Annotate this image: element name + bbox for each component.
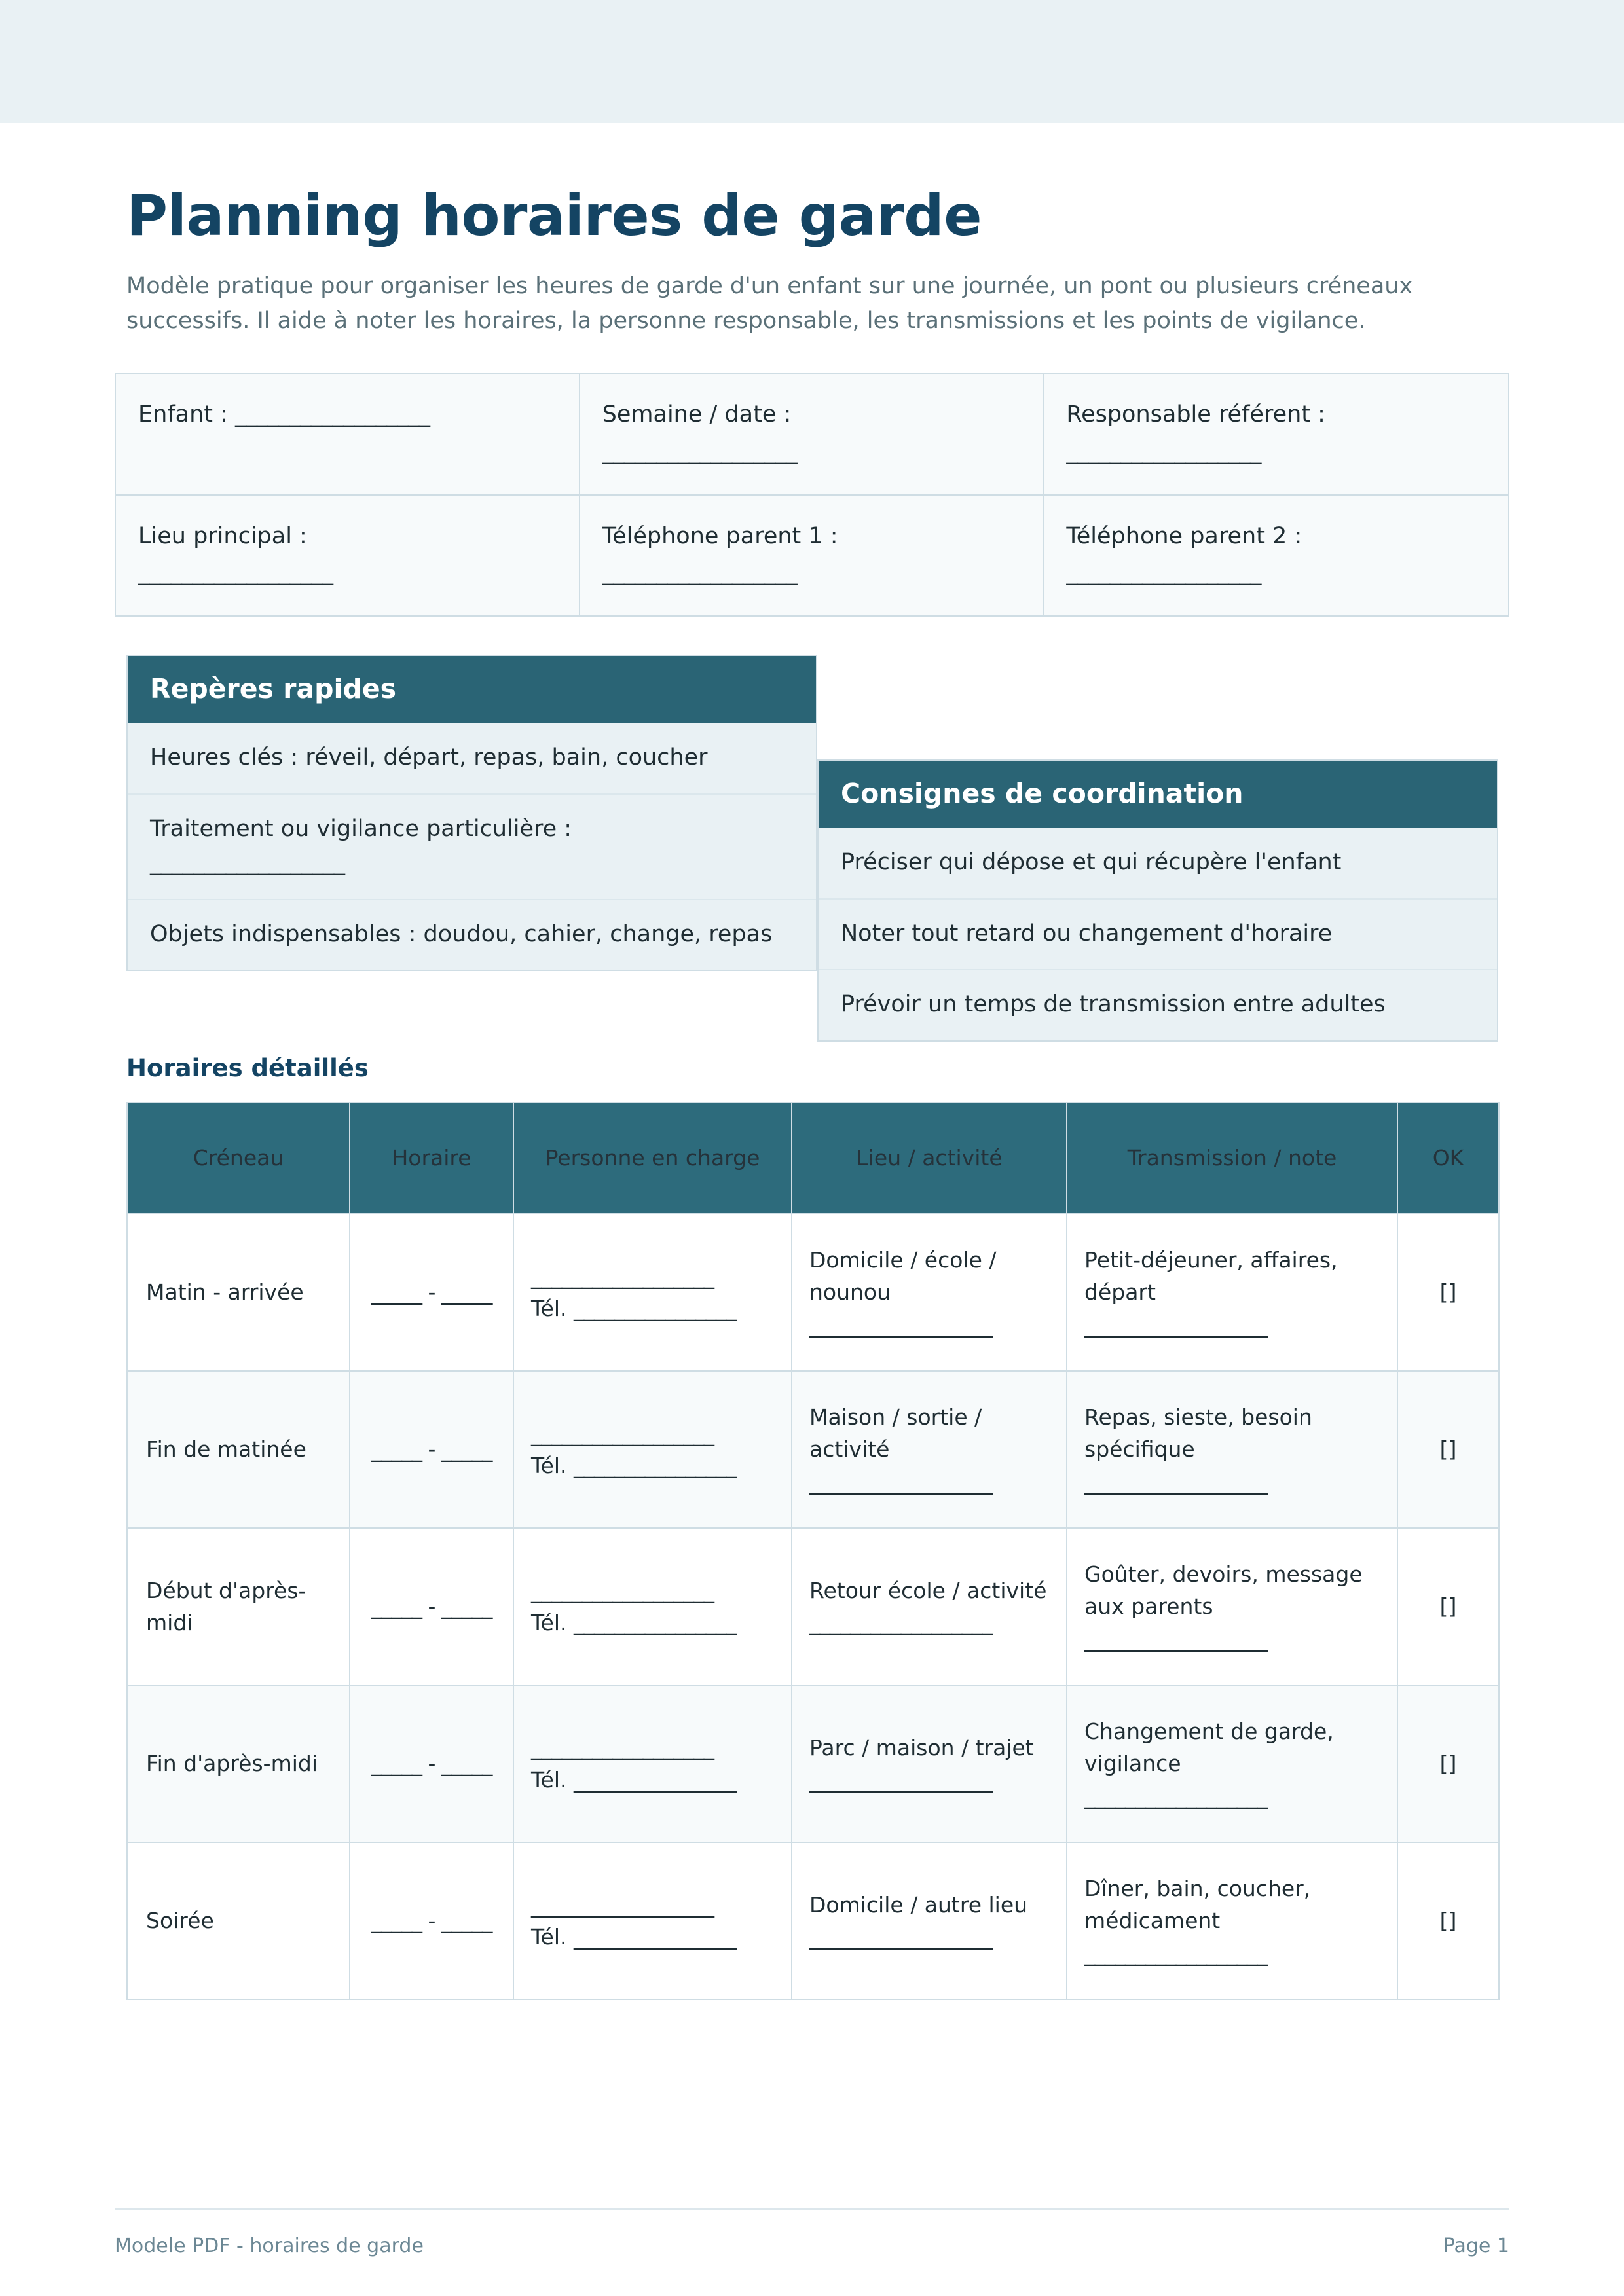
info-blank-line[interactable]: __________________ — [1066, 438, 1261, 465]
cell-transmission-note — [1067, 1371, 1397, 1528]
tel-label: Tél. — [531, 1767, 567, 1793]
lieu-text: Parc / maison / trajet — [809, 1734, 1034, 1760]
panel-consignes-coordination — [817, 759, 1498, 1042]
tel-label: Tél. — [531, 1924, 567, 1950]
page-footer — [0, 2208, 1624, 2257]
info-blank-line[interactable]: __________________ — [1066, 560, 1261, 587]
tel-label: Tél. — [531, 1453, 567, 1478]
transmission-text: Repas, sieste, besoin spécifique — [1084, 1404, 1312, 1463]
cell-transmission-note — [1067, 1528, 1397, 1685]
schedule-table-body — [127, 1214, 1499, 1999]
transmission-blank-line[interactable]: __________________ — [1084, 1783, 1267, 1809]
tel-label: Tél. — [531, 1610, 567, 1635]
lieu-blank-line[interactable]: __________________ — [809, 1468, 992, 1495]
transmission-text: Goûter, devoirs, message aux parents — [1084, 1561, 1363, 1620]
lieu-text: Domicile / école / nounou — [809, 1247, 997, 1305]
cell-lieu-activite — [792, 1371, 1067, 1528]
info-label: Téléphone parent 1 : — [602, 522, 838, 549]
lieu-text: Domicile / autre lieu — [809, 1891, 1028, 1918]
transmission-blank-line[interactable]: __________________ — [1084, 1311, 1267, 1338]
tel-blank-line[interactable]: ________________ — [574, 1767, 737, 1793]
footer-label-left: Modele PDF - horaires de garde — [115, 2234, 424, 2257]
panel-row — [128, 793, 816, 899]
cell-horaire[interactable]: _____ - _____ — [350, 1685, 513, 1842]
panel-row: Noter tout retard ou changement d'horaire — [819, 898, 1497, 970]
panel-body-reperes-rapides — [128, 723, 816, 970]
lieu-blank-line[interactable]: __________________ — [809, 1767, 992, 1793]
highlight-panels — [115, 655, 1509, 1048]
footer-page-number: Page 1 — [1443, 2234, 1509, 2257]
cell-creneau: Fin de matinée — [127, 1371, 350, 1528]
panel-row: Préciser qui dépose et qui récupère l'enfant — [841, 849, 1342, 876]
info-label: Semaine / date : — [602, 401, 792, 428]
cell-transmission-note — [1067, 1842, 1397, 1999]
cell-horaire[interactable]: _____ - _____ — [350, 1528, 513, 1685]
lieu-blank-line[interactable]: __________________ — [809, 1610, 992, 1635]
info-cell-lieu-principal — [116, 496, 580, 615]
cell-ok-checkbox[interactable]: [] — [1397, 1528, 1499, 1685]
table-header-row — [127, 1102, 1499, 1214]
table-row — [127, 1528, 1499, 1685]
column-header-ok: OK — [1397, 1102, 1499, 1214]
schedule-table — [126, 1102, 1500, 2000]
info-label: Responsable référent : — [1066, 401, 1325, 428]
footer-row — [115, 2210, 1509, 2257]
column-header-lieu-activite: Lieu / activité — [792, 1102, 1067, 1214]
cell-ok-checkbox[interactable]: [] — [1397, 1685, 1499, 1842]
transmission-blank-line[interactable]: __________________ — [1084, 1626, 1267, 1652]
info-blank-line[interactable]: __________________ — [138, 560, 333, 587]
page-content — [115, 123, 1509, 2000]
schedule-table-head — [127, 1102, 1499, 1214]
transmission-blank-line[interactable]: __________________ — [1084, 1468, 1267, 1495]
document-page — [0, 123, 1624, 2000]
page-title: Planning horaires de garde — [126, 183, 982, 249]
cell-horaire[interactable]: _____ - _____ — [350, 1371, 513, 1528]
tel-blank-line[interactable]: ________________ — [574, 1296, 737, 1321]
column-header-transmission-note: Transmission / note — [1067, 1102, 1397, 1214]
panel-title-reperes-rapides: Repères rapides — [128, 656, 816, 723]
cell-ok-checkbox[interactable]: [] — [1397, 1371, 1499, 1528]
cell-lieu-activite — [792, 1214, 1067, 1371]
lieu-text: Maison / sortie / activité — [809, 1404, 982, 1463]
cell-ok-checkbox[interactable]: [] — [1397, 1842, 1499, 1999]
page-intro-text: Modèle pratique pour organiser les heures de garde d'un enfant sur une journée, un pont ou plusieurs créneaux successifs. Il aide à noter les horaires, la personne responsable, les transmissions et les points de vigilance. — [126, 272, 1413, 335]
identity-info-grid — [115, 373, 1509, 617]
info-cell-telephone-parent-2 — [1044, 496, 1508, 615]
table-row — [127, 1371, 1499, 1528]
panel-row — [128, 723, 816, 793]
personne-blank-line[interactable]: __________________ — [531, 1263, 714, 1289]
column-header-horaire: Horaire — [350, 1102, 513, 1214]
panel-reperes-rapides — [126, 655, 817, 971]
lieu-blank-line[interactable]: __________________ — [809, 1924, 992, 1950]
info-cell-telephone-parent-1 — [580, 496, 1044, 615]
cell-transmission-note — [1067, 1214, 1397, 1371]
info-blank-line[interactable]: __________________ — [602, 438, 797, 465]
panel-row-text: Objets indispensables : doudou, cahier, change, repas — [150, 920, 773, 947]
tel-blank-line[interactable]: ________________ — [574, 1610, 737, 1635]
tel-blank-line[interactable]: ________________ — [574, 1453, 737, 1478]
panel-row: Prévoir un temps de transmission entre adultes — [819, 969, 1497, 1040]
panel-row-blank-line[interactable]: __________________ — [150, 850, 344, 877]
cell-personne-en-charge — [513, 1214, 792, 1371]
column-header-creneau: Créneau — [127, 1102, 350, 1214]
cell-creneau: Matin - arrivée — [127, 1214, 350, 1371]
info-blank-line[interactable]: __________________ — [235, 401, 430, 428]
panel-row-text: Heures clés : réveil, départ, repas, bain, coucher — [150, 744, 708, 771]
lieu-blank-line[interactable]: __________________ — [809, 1311, 992, 1338]
tel-blank-line[interactable]: ________________ — [574, 1924, 737, 1950]
lieu-text: Retour école / activité — [809, 1577, 1047, 1603]
cell-creneau: Soirée — [127, 1842, 350, 1999]
section-title-horaires-detailles: Horaires détaillés — [126, 1054, 369, 1082]
personne-blank-line[interactable]: __________________ — [531, 1734, 714, 1760]
cell-personne-en-charge — [513, 1842, 792, 1999]
info-label: Enfant : — [138, 401, 228, 428]
cell-personne-en-charge — [513, 1685, 792, 1842]
cell-lieu-activite — [792, 1528, 1067, 1685]
info-cell-enfant — [116, 374, 580, 495]
top-banner-strip — [0, 0, 1624, 123]
info-label: Téléphone parent 2 : — [1066, 522, 1302, 549]
table-row — [127, 1842, 1499, 1999]
transmission-text: Changement de garde, vigilance — [1084, 1718, 1334, 1777]
info-cell-responsable-referent — [1044, 374, 1508, 495]
cell-horaire[interactable]: _____ - _____ — [350, 1214, 513, 1371]
transmission-text: Dîner, bain, coucher, médicament — [1084, 1875, 1311, 1934]
column-header-personne-en-charge: Personne en charge — [513, 1102, 792, 1214]
panel-row-text: Traitement ou vigilance particulière : — [150, 815, 572, 842]
cell-transmission-note — [1067, 1685, 1397, 1842]
panel-body-consignes-coordination — [819, 828, 1497, 1040]
cell-creneau: Début d'après-midi — [127, 1528, 350, 1685]
cell-personne-en-charge — [513, 1528, 792, 1685]
cell-lieu-activite — [792, 1842, 1067, 1999]
table-row — [127, 1214, 1499, 1371]
info-blank-line[interactable]: __________________ — [602, 560, 797, 587]
personne-blank-line[interactable]: __________________ — [531, 1891, 714, 1918]
panel-title-consignes-coordination: Consignes de coordination — [819, 761, 1497, 828]
personne-blank-line[interactable]: __________________ — [531, 1577, 714, 1603]
cell-creneau: Fin d'après-midi — [127, 1685, 350, 1842]
table-row — [127, 1685, 1499, 1842]
tel-label: Tél. — [531, 1296, 567, 1321]
cell-personne-en-charge — [513, 1371, 792, 1528]
info-label: Lieu principal : — [138, 522, 307, 549]
personne-blank-line[interactable]: __________________ — [531, 1420, 714, 1446]
cell-horaire[interactable]: _____ - _____ — [350, 1842, 513, 1999]
transmission-blank-line[interactable]: __________________ — [1084, 1940, 1267, 1966]
cell-lieu-activite — [792, 1685, 1067, 1842]
transmission-text: Petit-déjeuner, affaires, départ — [1084, 1247, 1338, 1305]
panel-row — [128, 899, 816, 970]
info-cell-semaine-date — [580, 374, 1044, 495]
cell-ok-checkbox[interactable]: [] — [1397, 1214, 1499, 1371]
